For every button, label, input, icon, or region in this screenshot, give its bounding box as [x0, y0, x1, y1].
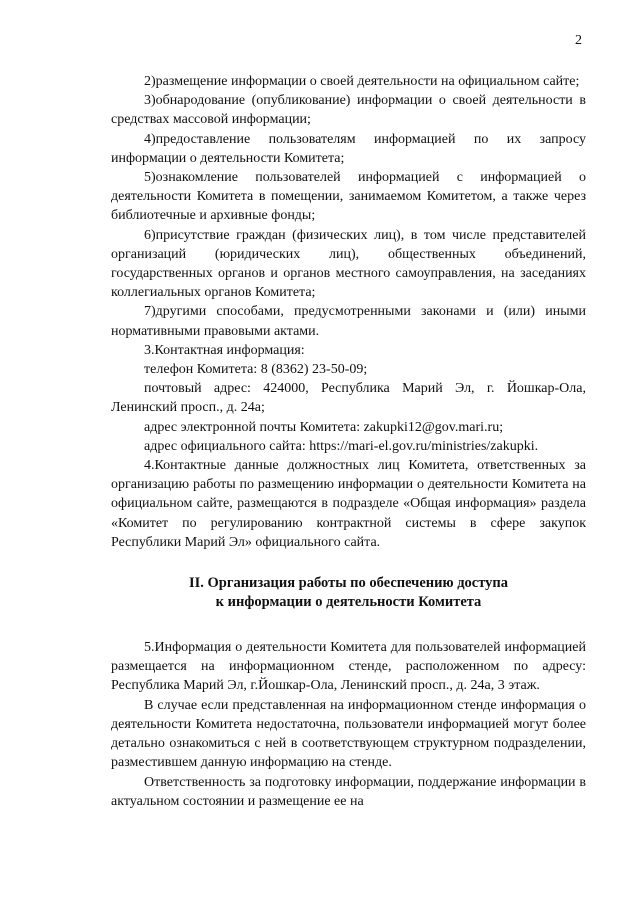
contact-email: адрес электронной почты Комитета: zakupki12@gov.mari.ru; — [144, 419, 504, 435]
paragraph-insufficient-info: В случае если представленная на информационном стенде информация о деятельности Комитета недостаточна, пользователи информацией могут более детально ознакомиться с ней в соответствующем структурном подразделении, разместившем данную информацию на стенде. — [111, 697, 586, 771]
section-heading-line-2: к информации о деятельности Комитета — [215, 594, 482, 611]
section-heading-line-1: II. Организация работы по обеспечению доступа — [188, 575, 509, 592]
list-item-6: 6)присутствие граждан (физических лиц), в том числе представителей организаций (юридических лиц), общественных объединений, государственных органов и органов местного самоуправления, на заседаниях коллегиальных органов Комитета; — [111, 227, 586, 301]
paragraph-responsibility: Ответственность за подготовку информации, поддержание информации в актуальном состоянии и размещение ее на — [111, 774, 586, 809]
list-item-3: 3)обнародование (опубликование) информации о своей деятельности в средствах массовой информации; — [111, 93, 586, 128]
contact-phone: телефон Комитета: 8 (8362) 23-50-09; — [144, 362, 368, 378]
paragraph-5: 5.Информация о деятельности Комитета для пользователей информацией размещается на информационном стенде, расположенном по адресу: Республика Марий Эл, г.Йошкар-Ола, Ленинский просп., д. 24а, 3 этаж. — [111, 640, 586, 694]
list-item-5: 5)ознакомление пользователей информацией с информацией о деятельности Комитета в помещении, занимаемом Комитетом, а также через библиотечные и архивные фонды; — [111, 170, 586, 224]
list-item-7: 7)другими способами, предусмотренными законами и (или) иными нормативными правовыми актами. — [111, 304, 586, 339]
list-item-2: 2)размещение информации о своей деятельности на официальном сайте; — [144, 74, 580, 89]
document-body — [111, 72, 586, 811]
section-heading — [111, 574, 586, 612]
contacts-title: 3.Контактная информация: — [144, 342, 305, 358]
list-item-4: 4)предоставление пользователям информацией по их запросу информации о деятельности Комитета; — [111, 131, 586, 166]
contact-postal-address: почтовый адрес: 424000, Республика Марий Эл, г. Йошкар-Ола, Ленинский просп., д. 24а; — [111, 381, 586, 416]
paragraph-4: 4.Контактные данные должностных лиц Комитета, ответственных за организацию работы по размещению информации о деятельности Комитета на официальном сайте, размещаются в подразделе «Общая информация» раздела «Комитет по регулированию контрактной системы в сфере закупок Республики Марий Эл» официального сайта. — [111, 458, 586, 550]
contact-website: адрес официального сайта: https://mari-el.gov.ru/ministries/zakupki. — [144, 438, 539, 454]
page-number: 2 — [575, 33, 582, 48]
